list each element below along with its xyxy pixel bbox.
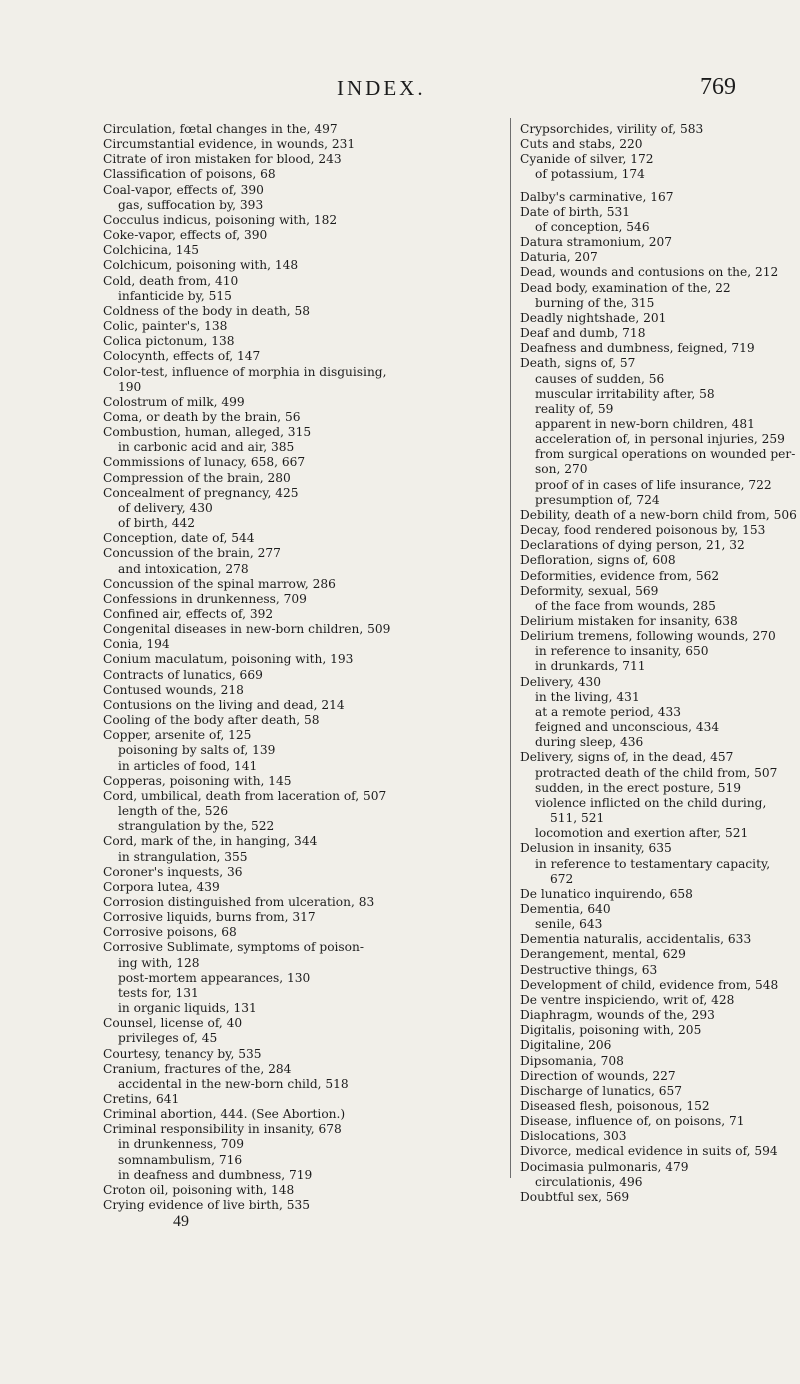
index-entry: Delivery, 430	[520, 674, 601, 689]
index-subentry: length of the, 526	[118, 804, 229, 819]
index-entry: Disease, influence of, on poisons, 71	[520, 1114, 745, 1129]
index-subentry: and intoxication, 278	[118, 561, 249, 576]
index-entry: Contused wounds, 218	[103, 682, 244, 697]
index-entry: Derangement, mental, 629	[520, 947, 686, 962]
index-entry: Deadly nightshade, 201	[520, 310, 667, 325]
column-divider	[510, 118, 511, 1178]
index-subentry: strangulation by the, 522	[118, 819, 275, 834]
index-entry: Cold, death from, 410	[103, 273, 239, 288]
index-entry: Digitalis, poisoning with, 205	[520, 1023, 702, 1038]
index-entry: Cranium, fractures of the, 284	[103, 1061, 292, 1076]
index-entry: Crying evidence of live birth, 535	[103, 1198, 311, 1213]
index-entry: Declarations of dying person, 21, 32	[520, 538, 745, 553]
index-entry: Commissions of lunacy, 658, 667	[103, 455, 306, 470]
index-entry: Coma, or death by the brain, 56	[103, 409, 301, 424]
index-subentry: poisoning by salts of, 139	[118, 743, 276, 758]
index-entry: Copper, arsenite of, 125	[103, 728, 252, 743]
index-subentry: in reference to testamentary capacity,	[535, 856, 771, 871]
index-entry: Confessions in drunkenness, 709	[103, 591, 307, 606]
index-subentry: in strangulation, 355	[118, 849, 248, 864]
index-entry: Contusions on the living and dead, 214	[103, 697, 345, 712]
index-subentry: in organic liquids, 131	[118, 1001, 257, 1016]
index-entry: Daturia, 207	[520, 250, 598, 265]
index-entry: Deaf and dumb, 718	[520, 326, 646, 341]
index-entry: Copperas, poisoning with, 145	[103, 773, 292, 788]
index-entry: Circumstantial evidence, in wounds, 231	[103, 137, 356, 152]
index-subentry: ing with, 128	[118, 955, 200, 970]
index-subentry: protracted death of the child from, 507	[535, 765, 778, 780]
index-entry: Diaphragm, wounds of the, 293	[520, 1008, 715, 1023]
index-entry: Deformity, sexual, 569	[520, 583, 659, 598]
index-entry: Criminal responsibility in insanity, 678	[103, 1122, 342, 1137]
index-subentry: burning of the, 315	[535, 295, 655, 310]
index-subentry: of potassium, 174	[535, 167, 645, 182]
page-number: 769	[700, 74, 736, 100]
index-entry: Citrate of iron mistaken for blood, 243	[103, 152, 342, 167]
index-entry: Cord, mark of the, in hanging, 344	[103, 834, 318, 849]
index-subentry: of birth, 442	[118, 516, 196, 531]
index-subentry: 511, 521	[550, 811, 605, 826]
index-entry: Docimasia pulmonaris, 479	[520, 1159, 689, 1174]
index-subentry: 672	[550, 871, 574, 886]
index-entry: Delusion in insanity, 635	[520, 841, 672, 856]
index-entry: Coal-vapor, effects of, 390	[103, 182, 264, 197]
running-title: INDEX.	[337, 76, 426, 100]
index-subentry: in reference to insanity, 650	[535, 644, 709, 659]
index-entry: Corrosive poisons, 68	[103, 925, 237, 940]
index-subentry: causes of sudden, 56	[535, 371, 665, 386]
index-entry: Corrosion distinguished from ulceration, 83	[103, 894, 375, 909]
index-entry: Combustion, human, alleged, 315	[103, 425, 312, 440]
index-entry: Cyanide of silver, 172	[520, 152, 654, 167]
index-subentry: during sleep, 436	[535, 735, 644, 750]
index-entry: Delivery, signs of, in the dead, 457	[520, 750, 734, 765]
index-entry: Dementia naturalis, accidentalis, 633	[520, 932, 752, 947]
index-subentry: tests for, 131	[118, 985, 199, 1000]
index-subentry: post-mortem appearances, 130	[118, 970, 311, 985]
index-entry: Datura stramonium, 207	[520, 235, 673, 250]
index-entry: Doubtful sex, 569	[520, 1189, 630, 1204]
index-entry: Classification of poisons, 68	[103, 167, 276, 182]
index-entry: Contracts of lunatics, 669	[103, 667, 263, 682]
index-subentry: accidental in the new-born child, 518	[118, 1076, 349, 1091]
index-entry: Crypsorchides, virility of, 583	[520, 122, 704, 136]
index-subentry: in carbonic acid and air, 385	[118, 440, 295, 455]
index-subentry: in the living, 431	[535, 689, 640, 704]
index-subentry: infanticide by, 515	[118, 288, 232, 303]
index-entry: Coldness of the body in death, 58	[103, 303, 310, 318]
index-entry: Concussion of the spinal marrow, 286	[103, 576, 336, 591]
index-column-right	[520, 122, 797, 1205]
index-entry: De ventre inspiciendo, writ of, 428	[520, 992, 735, 1007]
index-entry: Colica pictonum, 138	[103, 334, 235, 349]
index-entry: Cord, umbilical, death from laceration of, 507	[103, 788, 387, 803]
index-subentry: at a remote period, 433	[535, 704, 681, 719]
index-entry: Debility, death of a new-born child from, 506	[520, 507, 797, 522]
index-entry: Cretins, 641	[103, 1092, 180, 1106]
index-entry: Death, signs of, 57	[520, 356, 636, 371]
index-entry: Conia, 194	[103, 637, 170, 652]
page-header	[0, 76, 800, 106]
index-entry: Divorce, medical evidence in suits of, 594	[520, 1144, 778, 1159]
index-entry: Corrosive liquids, burns from, 317	[103, 910, 316, 925]
index-entry: Delirium mistaken for insanity, 638	[520, 614, 738, 628]
index-subentry: of delivery, 430	[118, 500, 213, 515]
index-entry: Conception, date of, 544	[103, 531, 255, 546]
index-entry: Defloration, signs of, 608	[520, 553, 676, 568]
index-entry: Croton oil, poisoning with, 148	[103, 1182, 295, 1197]
index-entry: Corrosive Sublimate, symptoms of poison-	[103, 940, 364, 955]
index-entry: Dalby's carminative, 167	[520, 189, 674, 204]
index-entry: Colostrum of milk, 499	[103, 394, 245, 409]
index-subentry: locomotion and exertion after, 521	[535, 826, 749, 841]
index-entry: Delirium tremens, following wounds, 270	[520, 629, 776, 644]
index-subentry: sudden, in the erect posture, 519	[535, 780, 742, 795]
index-entry: Coroner's inquests, 36	[103, 864, 243, 879]
index-subentry: feigned and unconscious, 434	[535, 720, 720, 735]
index-entry: Dementia, 640	[520, 901, 611, 916]
index-subentry: senile, 643	[535, 917, 603, 932]
index-entry: Dead body, examination of the, 22	[520, 280, 731, 295]
index-entry: Discharge of lunatics, 657	[520, 1083, 683, 1098]
index-subentry: presumption of, 724	[535, 492, 660, 507]
index-entry: Cocculus indicus, poisoning with, 182	[103, 212, 338, 227]
index-subentry: circulationis, 496	[535, 1174, 643, 1189]
index-entry: Compression of the brain, 280	[103, 470, 291, 485]
index-subentry: acceleration of, in personal injuries, 259	[535, 432, 785, 447]
index-subentry: reality of, 59	[535, 401, 614, 416]
index-subentry: apparent in new-born children, 481	[535, 416, 755, 431]
index-entry: Direction of wounds, 227	[520, 1068, 676, 1083]
index-column-left	[103, 122, 505, 1230]
index-entry: De lunatico inquirendo, 658	[520, 886, 693, 901]
index-entry: Corpora lutea, 439	[103, 879, 220, 894]
index-subentry: in deafness and dumbness, 719	[118, 1167, 313, 1182]
index-entry: Dipsomania, 708	[520, 1053, 624, 1068]
index-entry: Colchicum, poisoning with, 148	[103, 258, 299, 273]
index-subentry: in drunkenness, 709	[118, 1137, 244, 1152]
index-subentry: gas, suffocation by, 393	[118, 197, 264, 212]
index-entry: Dead, wounds and contusions on the, 212	[520, 265, 779, 280]
index-entry: Decay, food rendered poisonous by, 153	[520, 523, 766, 538]
index-subentry: proof of in cases of life insurance, 722	[535, 477, 772, 492]
index-entry: Color-test, influence of morphia in disguising,	[103, 364, 387, 379]
index-subentry: somnambulism, 716	[118, 1152, 243, 1167]
index-entry: Colocynth, effects of, 147	[103, 349, 261, 364]
index-entry: Conium maculatum, poisoning with, 193	[103, 652, 354, 667]
index-entry: Circulation, fœtal changes in the, 497	[103, 122, 338, 136]
index-entry: Courtesy, tenancy by, 535	[103, 1046, 262, 1061]
index-subentry: from surgical operations on wounded per-	[535, 447, 796, 462]
index-subentry: of conception, 546	[535, 219, 650, 234]
index-entry: Colic, painter's, 138	[103, 319, 228, 334]
index-subentry: of the face from wounds, 285	[535, 598, 716, 613]
index-entry: Destructive things, 63	[520, 962, 658, 977]
index-entry: Criminal abortion, 444. (See Abortion.)	[103, 1107, 346, 1122]
index-entry: Deformities, evidence from, 562	[520, 568, 720, 583]
index-entry: Digitaline, 206	[520, 1038, 612, 1053]
index-subentry: 190	[118, 379, 142, 394]
index-entry: Colchicina, 145	[103, 243, 199, 258]
index-entry: Deafness and dumbness, feigned, 719	[520, 341, 755, 356]
index-entry: Cooling of the body after death, 58	[103, 713, 320, 728]
index-entry: Diseased flesh, poisonous, 152	[520, 1099, 710, 1113]
index-entry: Development of child, evidence from, 548	[520, 977, 779, 992]
index-entry: Counsel, license of, 40	[103, 1016, 243, 1031]
index-subentry: in articles of food, 141	[118, 758, 258, 773]
index-subentry: son, 270	[535, 462, 588, 477]
index-entry: Concussion of the brain, 277	[103, 546, 281, 561]
index-entry: Dislocations, 303	[520, 1129, 627, 1144]
index-subentry: privileges of, 45	[118, 1031, 218, 1046]
index-subentry: in drunkards, 711	[535, 659, 646, 674]
index-entry: Confined air, effects of, 392	[103, 607, 274, 621]
index-subentry: violence inflicted on the child during,	[535, 795, 767, 810]
index-entry: Date of birth, 531	[520, 204, 631, 219]
index-entry: Congenital diseases in new-born children, 509	[103, 622, 391, 637]
index-entry: Coke-vapor, effects of, 390	[103, 228, 268, 243]
index-subentry: muscular irritability after, 58	[535, 386, 715, 401]
index-entry: Cuts and stabs, 220	[520, 137, 643, 152]
index-entry: Concealment of pregnancy, 425	[103, 485, 299, 500]
signature-mark: 49	[173, 1213, 189, 1231]
